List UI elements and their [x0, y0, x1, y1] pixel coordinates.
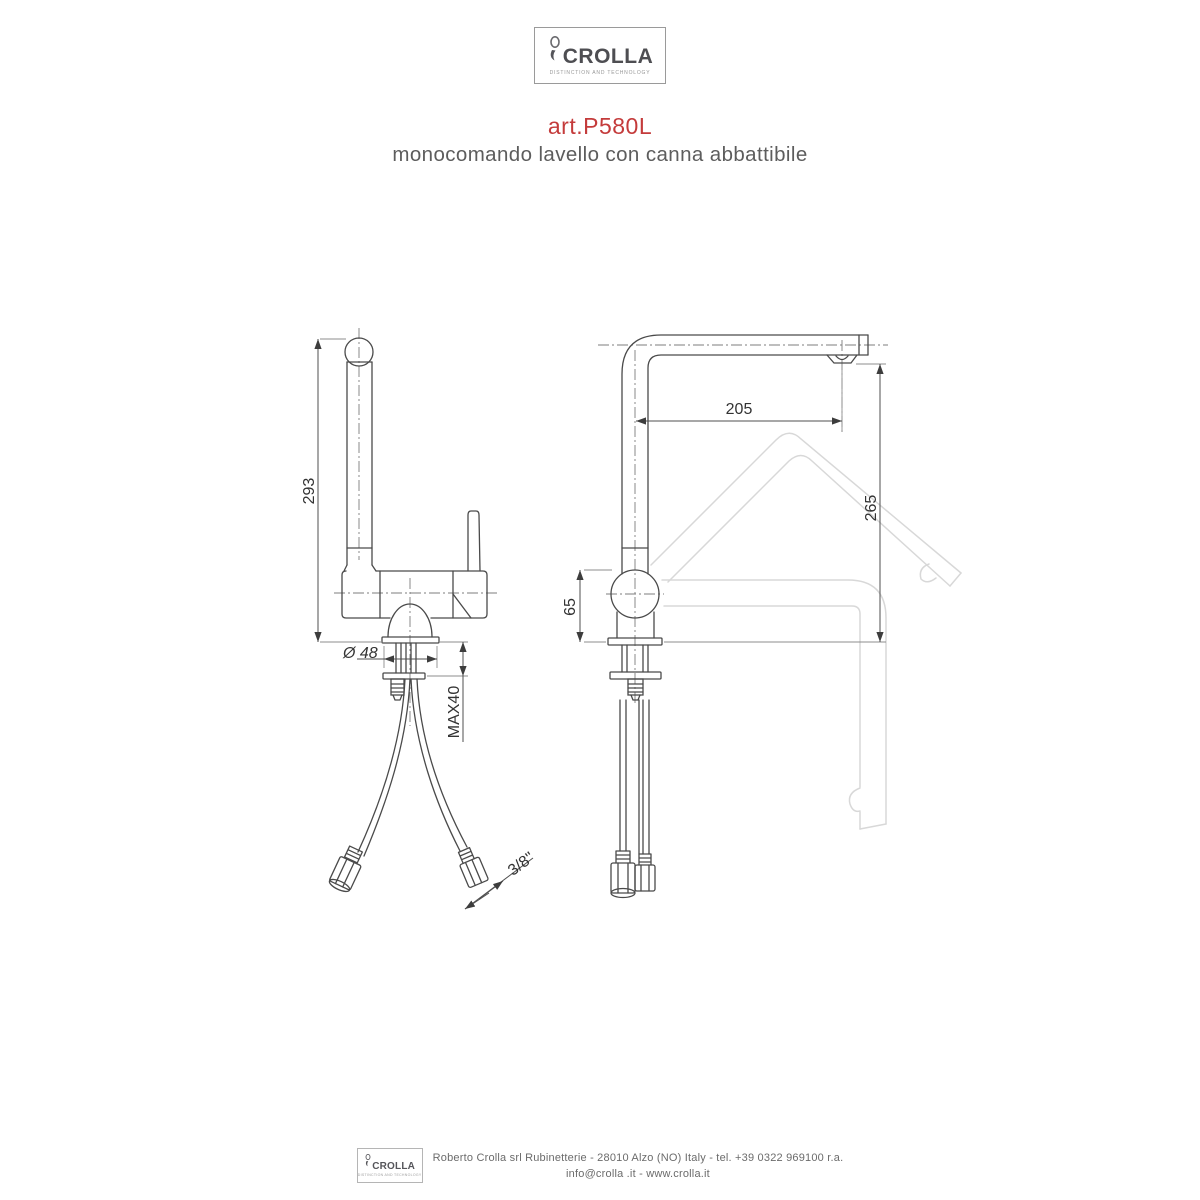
front-view: [327, 338, 488, 894]
dimension-max-counter: [427, 642, 468, 742]
article-number: art.P580L: [547, 113, 653, 139]
hose-connector-side-left: [611, 851, 635, 898]
dim-label-max40: MAX40: [446, 685, 463, 739]
footer-text: [433, 1150, 844, 1182]
product-description: monocomando lavello con canna abbattibile: [392, 143, 808, 166]
hose-connector-side-right: [635, 854, 655, 891]
dimension-spout-height-side: [664, 364, 886, 642]
dim-label-3-8: 3/8": [505, 849, 538, 880]
hose-connector-left: [327, 844, 367, 894]
footer-brand-tagline: DISTINCTION AND TECHNOLOGY: [357, 1173, 422, 1177]
footer-contact-line: info@crolla .it - www.crolla.it: [566, 1167, 710, 1180]
brand-tagline: DISTINCTION AND TECHNOLOGY: [549, 69, 651, 76]
footer-crolla-logo-mark-icon: [364, 1154, 371, 1172]
hose-connector-right: [455, 846, 489, 888]
dim-label-293: 293: [301, 477, 318, 505]
brand-name: CROLLA: [562, 44, 654, 68]
dim-label-65: 65: [562, 598, 579, 616]
dim-label-205: 205: [725, 401, 753, 418]
footer: [0, 1148, 1200, 1183]
footer-address-line: Roberto Crolla srl Rubinetterie - 28010 Alzo (NO) Italy - tel. +39 0322 969100 r.a.: [432, 1151, 844, 1164]
dim-label-diameter-48: Ø 48: [343, 645, 378, 662]
dimension-spout-reach: [636, 370, 842, 430]
centerlines: [334, 328, 888, 726]
footer-brand-name: CROLLA: [372, 1161, 416, 1172]
dim-label-265: 265: [863, 494, 880, 522]
side-view: [608, 335, 868, 898]
footer-brand-logo: [357, 1148, 423, 1183]
phantom-folded-spout: [651, 433, 961, 829]
dimension-body-height: [562, 570, 612, 642]
dimension-base-diameter: [342, 645, 437, 668]
